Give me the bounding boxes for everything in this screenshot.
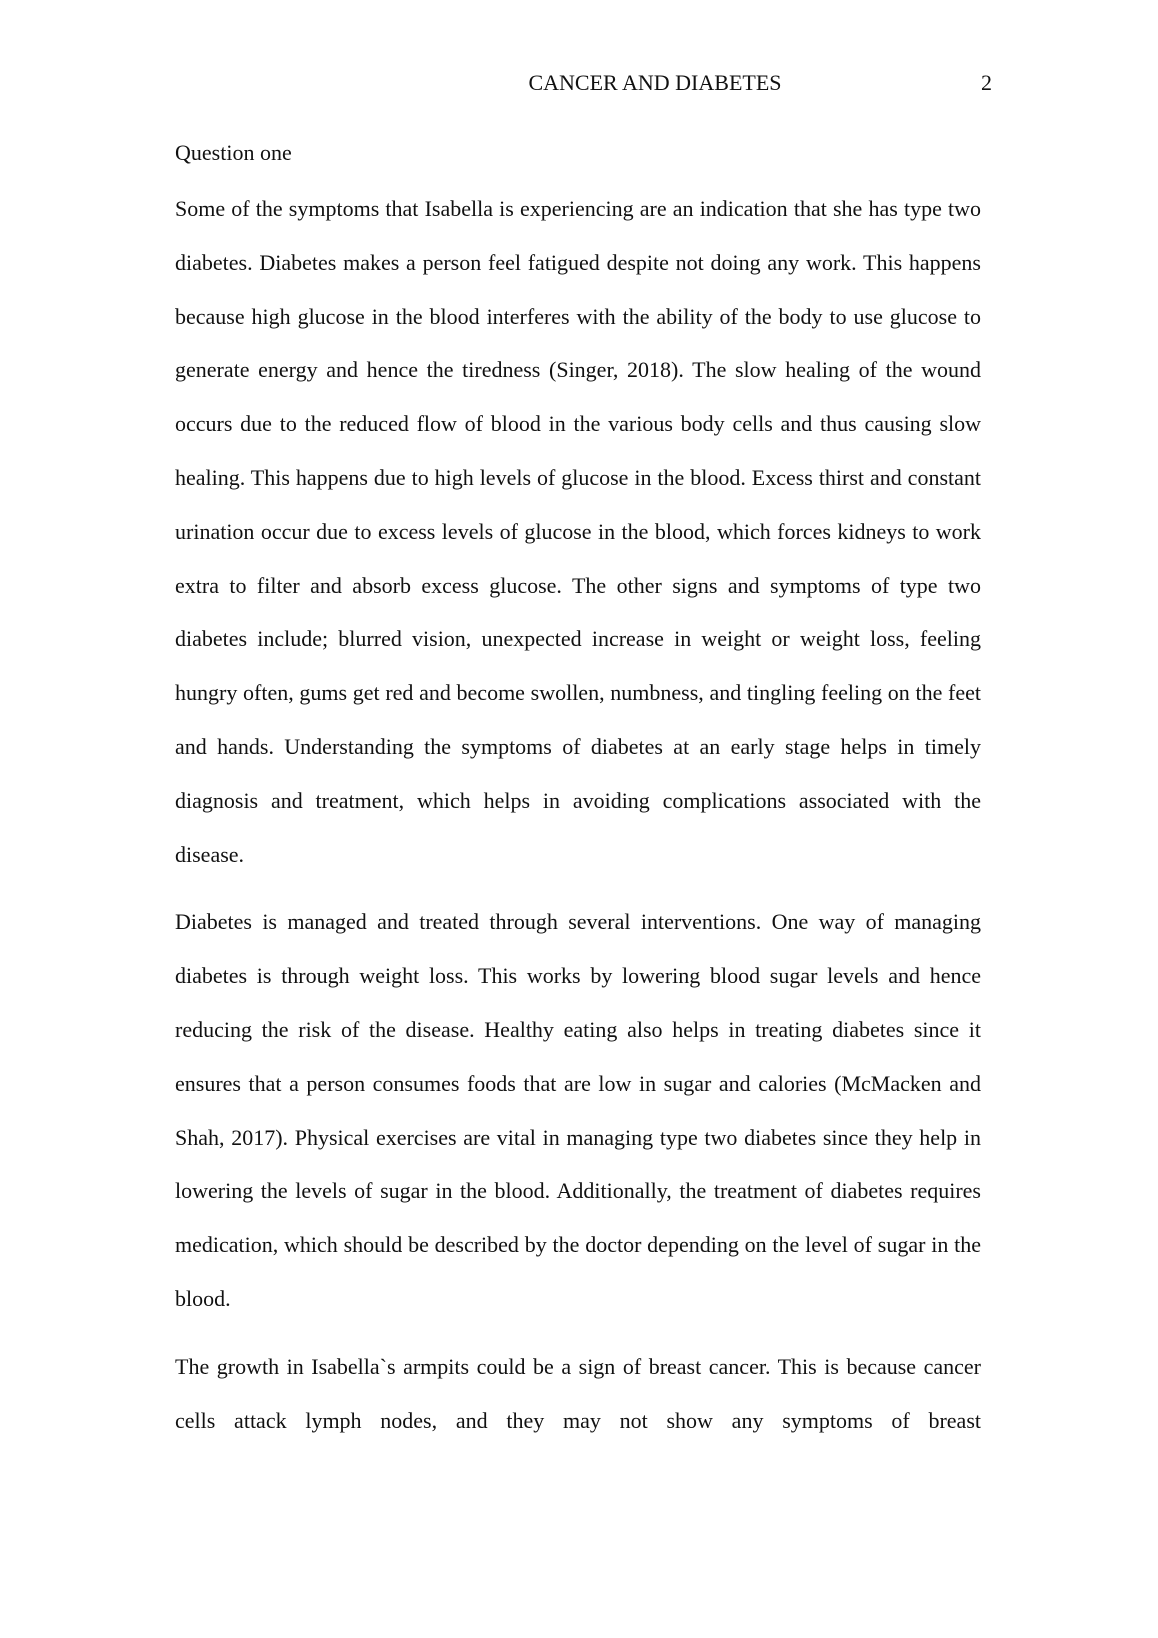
- paragraph-symptoms: Some of the symptoms that Isabella is experiencing are an indication that she has type two diabetes. Diabetes makes a person feel fatigued despite not doing any work. This happens because high glucose in the blood interferes with the ability of the body to use glucose to generate energy and hence the tiredness (Singer, 2018). The slow healing of the wound occurs due to the reduced flow of blood in the various body cells and thus causing slow healing. This happens due to high levels of glucose in the blood. Excess thirst and constant urination occur due to excess levels of glucose in the blood, which forces kidneys to work extra to filter and absorb excess glucose. The other signs and symptoms of type two diabetes include; blurred vision, unexpected increase in weight or weight loss, feeling hungry often, gums get red and become swollen, numbness, and tingling feeling on the feet and hands. Understanding the symptoms of diabetes at an early stage helps in timely diagnosis and treatment, which helps in avoiding complications associated with the disease.: [175, 196, 981, 867]
- paragraph-management: Diabetes is managed and treated through several interventions. One way of managing diabetes is through weight loss. This works by lowering blood sugar levels and hence reducing the risk of the disease. Healthy eating also helps in treating diabetes since it ensures that a person consumes foods that are low in sugar and calories (McMacken and Shah, 2017). Physical exercises are vital in managing type two diabetes since they help in lowering the levels of sugar in the blood. Additionally, the treatment of diabetes requires medication, which should be described by the doctor depending on the level of sugar in the blood.: [175, 909, 981, 1311]
- page-header: [0, 68, 1158, 98]
- document-body: [175, 138, 981, 1461]
- page-number: 2: [981, 70, 992, 95]
- running-head-title: CANCER AND DIABETES: [528, 70, 782, 95]
- section-heading: Question one: [175, 140, 292, 165]
- paragraph-breast-cancer: The growth in Isabella`s armpits could be a sign of breast cancer. This is because cancer cells attack lymph nodes, and they may not show any symptoms of breast: [175, 1353, 981, 1433]
